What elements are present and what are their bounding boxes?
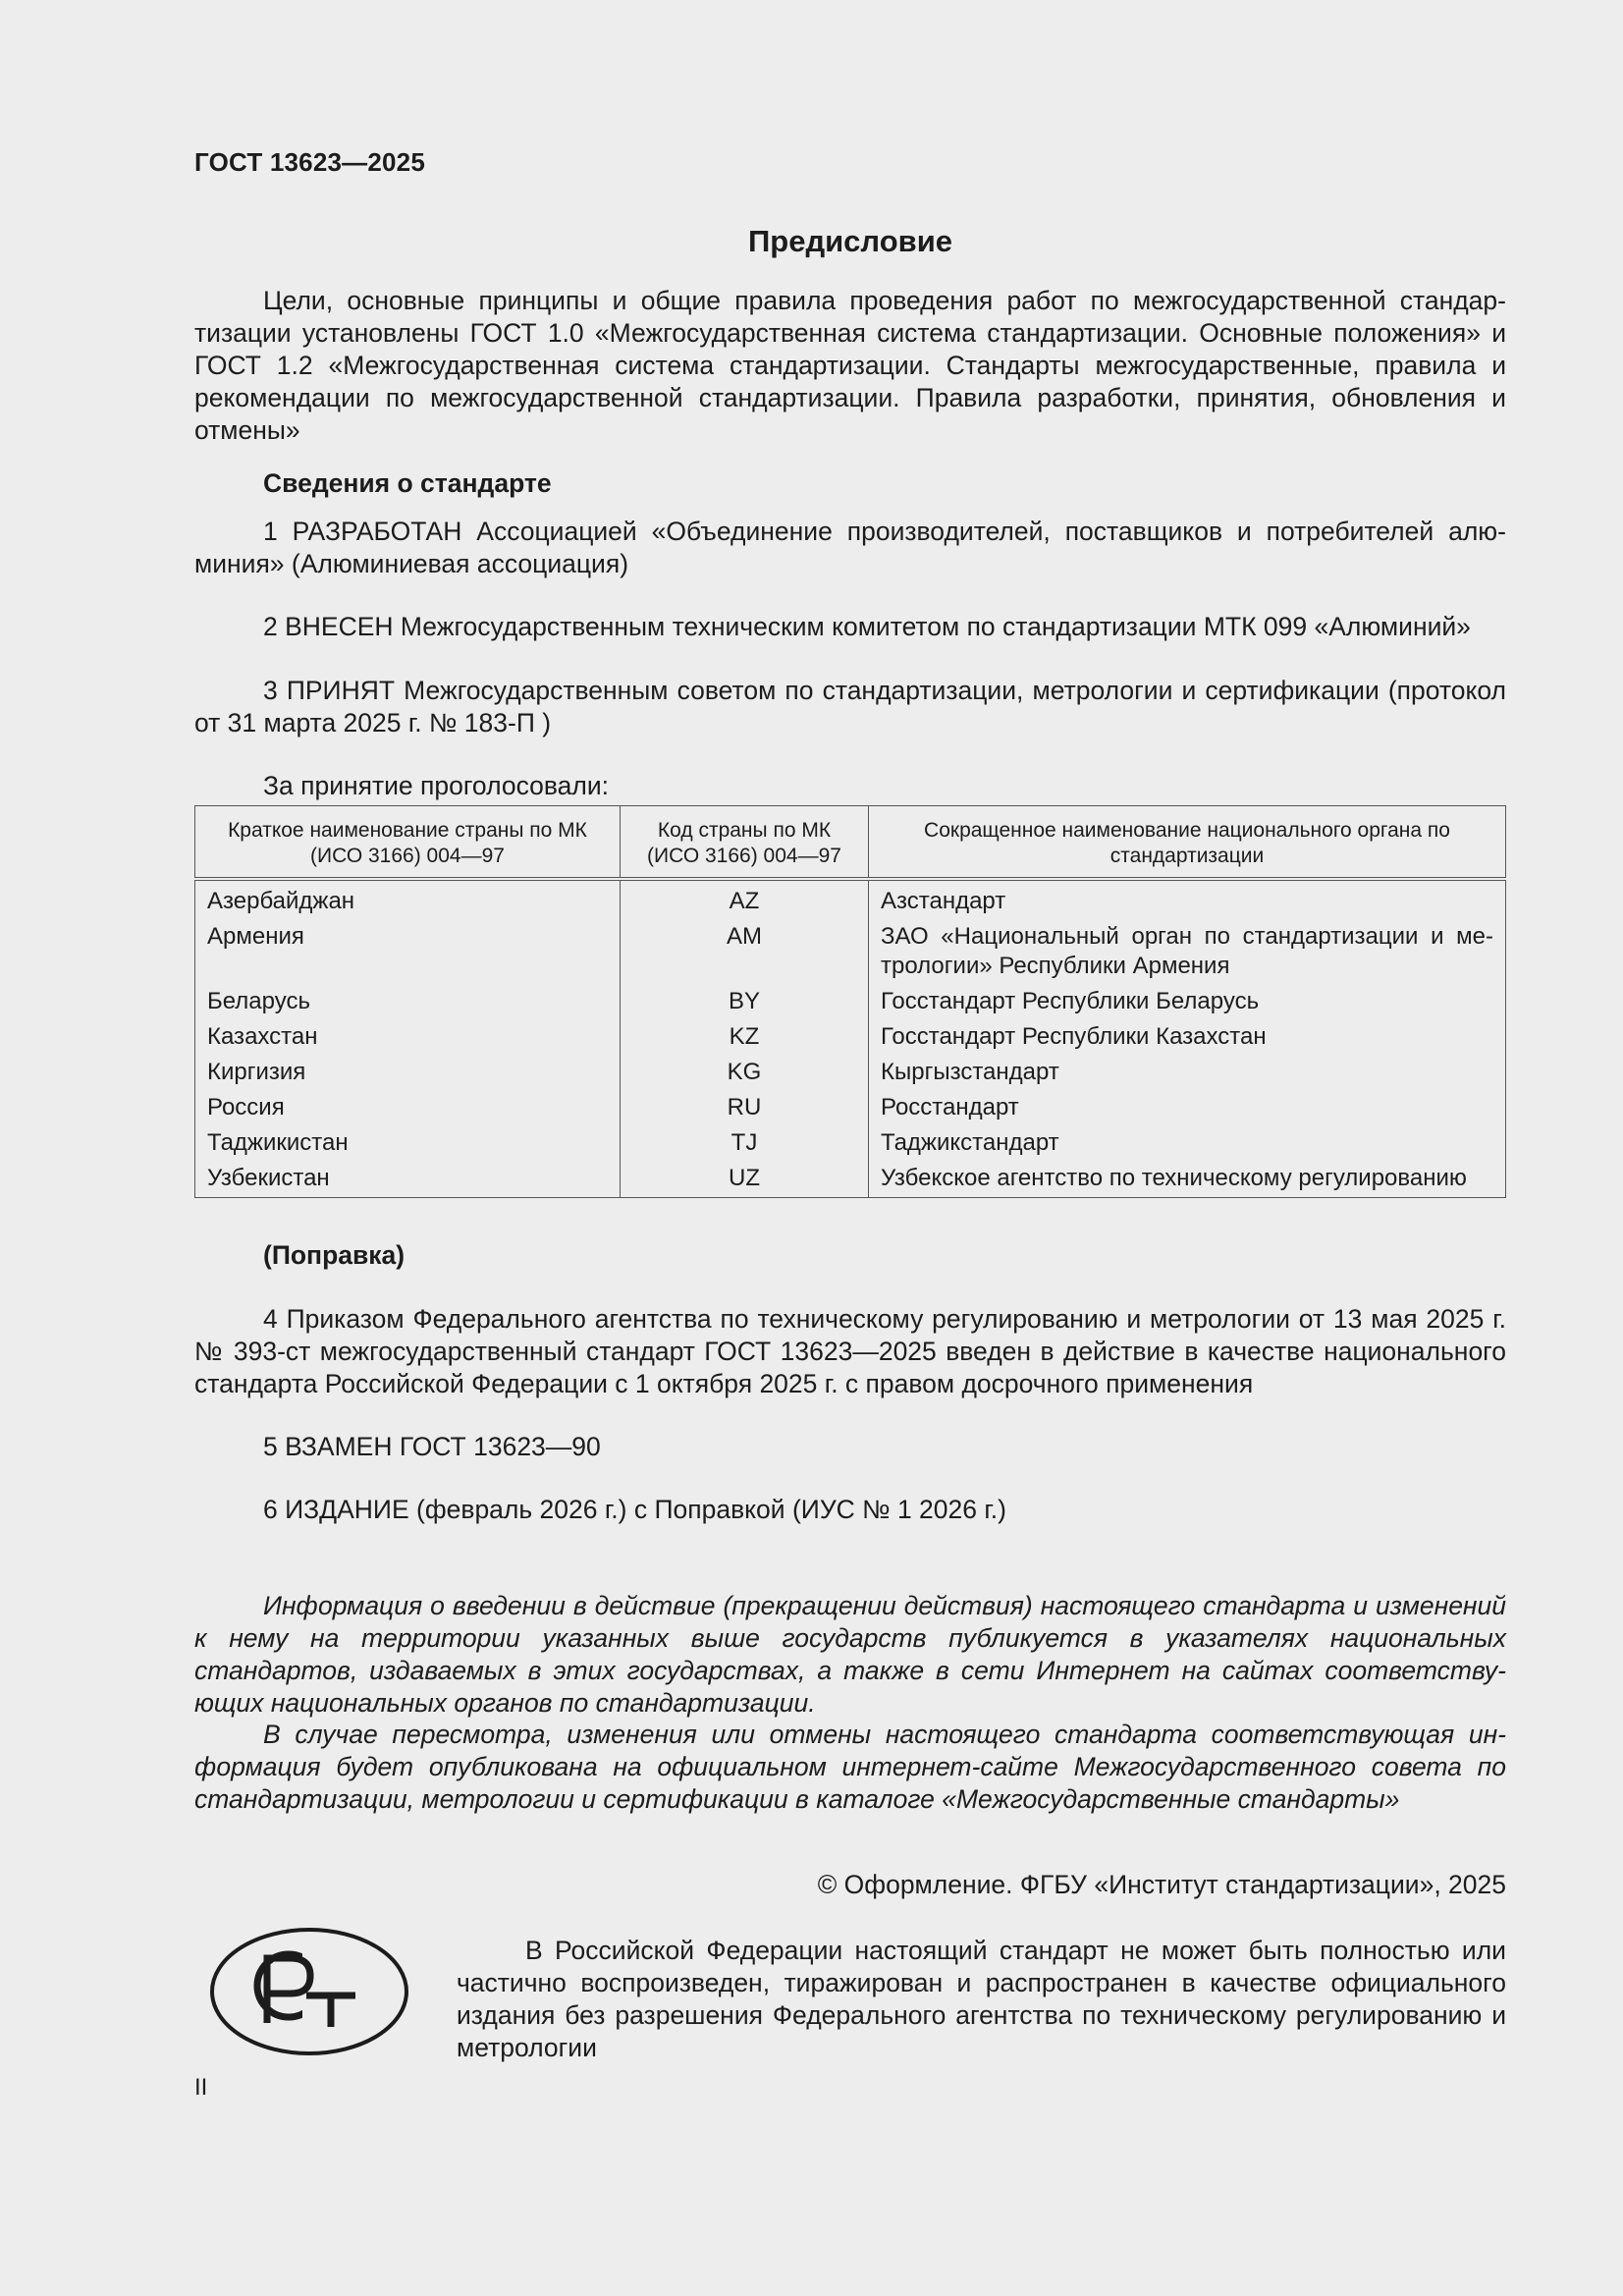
country-name: Армения: [195, 919, 621, 984]
page-title: Предисловие: [747, 224, 952, 258]
table-row: [195, 1055, 1506, 1090]
standards-body: Госстандарт Республики Беларусь: [869, 984, 1506, 1019]
copyright-line: © Оформление. ФГБУ «Институт стандартизации», 2025: [817, 1870, 1506, 1899]
standards-body: Росстандарт: [869, 1090, 1506, 1125]
table-row: [195, 1161, 1506, 1198]
country-code: AZ: [621, 879, 869, 919]
country-name: Узбекистан: [195, 1161, 621, 1198]
column-header-code: Код страны по МК (ИСО 3166) 004—97: [621, 806, 869, 880]
table-header-row: [195, 806, 1506, 880]
country-name: Казахстан: [195, 1019, 621, 1055]
standards-body: Таджикстандарт: [869, 1125, 1506, 1161]
copyright-notice: В Российской Федерации настоящий стандарт не может быть полностью или частично воспроизведен, тиражирован и распространен в качестве официального издания без разрешения Федерального агентства по техническому регулированию и метрологии: [457, 1936, 1506, 2062]
document-id: ГОСТ 13623—2025: [194, 147, 425, 177]
info-paragraph-enactment: Информация о введении в действие (прекращении действия) настоящего стандарта и изменений к нему на территории указанных выше государств публикуется в указателях национальных стандартов, издаваемых в этих государствах, а также в сети Интернет на сайтах соответствующих национальных органов по стандартизации.: [194, 1591, 1506, 1718]
country-code: RU: [621, 1090, 869, 1125]
item-enacted: 4 Приказом Федерального агентства по техническому регулированию и метрологии от 13 мая 2025 г. № 393-ст межгосударственный стандарт ГОСТ 13623—2025 введен в действие в качестве национального стандарта Российской Федерации с 1 октября 2025 г. с правом досрочного применения: [194, 1304, 1506, 1398]
country-name: Азербайджан: [195, 879, 621, 919]
voted-label: За принятие проголосовали:: [263, 771, 610, 800]
item-adopted: 3 ПРИНЯТ Межгосударственным советом по стандартизации, метрологии и сертификации (протокол от 31 марта 2025 г. № 183-П ): [194, 676, 1506, 738]
country-code: AM: [621, 919, 869, 984]
country-code: BY: [621, 984, 869, 1019]
table-row: [195, 1019, 1506, 1055]
country-code: UZ: [621, 1161, 869, 1198]
column-header-country: Краткое наименование страны по МК (ИСО 3166) 004—97: [195, 806, 621, 880]
table-row: [195, 879, 1506, 919]
item-submitted: 2 ВНЕСЕН Межгосударственным техническим комитетом по стандартизации МТК 099 «Алюминий»: [263, 612, 1471, 641]
info-heading: Сведения о стандарте: [263, 468, 552, 498]
standards-body: Кыргызстандарт: [869, 1055, 1506, 1090]
member-states-table-wrap: [194, 805, 1506, 1198]
item-replaces: 5 ВЗАМЕН ГОСТ 13623—90: [263, 1432, 601, 1461]
standards-body: Азстандарт: [869, 879, 1506, 919]
member-states-table: [194, 805, 1506, 1198]
country-code: KZ: [621, 1019, 869, 1055]
amendment-label: (Поправка): [263, 1240, 406, 1270]
info-paragraph-revision: В случае пересмотра, изменения или отмены настоящего стандарта соответствующая информация будет опубликована на официальном интернет-сайте Межгосударственного совета по стандартизации, метрологии и сертификации в каталоге «Межгосударственные стандарты»: [194, 1720, 1506, 1814]
foreword-intro: Цели, основные принципы и общие правила проведения работ по межгосударственной стандартизации установлены ГОСТ 1.0 «Межгосударственная система стандартизации. Основные положения» и ГОСТ 1.2 «Межгосударственная система стандартизации. Стандарты межгосударственные, правила и рекомендации по межгосударственной стандартизации. Правила разработки, принятия, обновления и отмены»: [194, 286, 1506, 445]
country-name: Киргизия: [195, 1055, 621, 1090]
country-name: Россия: [195, 1090, 621, 1125]
country-name: Беларусь: [195, 984, 621, 1019]
page-number: II: [194, 2074, 208, 2101]
standards-body: Узбекское агентство по техническому регулированию: [869, 1161, 1506, 1198]
table-row: [195, 1125, 1506, 1161]
table-row: [195, 984, 1506, 1019]
country-name: Таджикистан: [195, 1125, 621, 1161]
rst-certification-mark-icon: [208, 1925, 410, 2058]
table-row: [195, 1090, 1506, 1125]
country-code: KG: [621, 1055, 869, 1090]
table-row: [195, 919, 1506, 984]
column-header-body: Сокращенное наименование национального органа по стандартизации: [869, 806, 1506, 880]
country-code: TJ: [621, 1125, 869, 1161]
item-edition: 6 ИЗДАНИЕ (февраль 2026 г.) с Поправкой (ИУС № 1 2026 г.): [263, 1495, 1006, 1524]
standards-body: ЗАО «Национальный орган по стандартизации и метрологии» Республики Армения: [869, 919, 1506, 984]
item-developed: 1 РАЗРАБОТАН Ассоциацией «Объединение производителей, поставщиков и потребителей алюминия» (Алюминиевая ассоциация): [194, 517, 1506, 578]
standards-body: Госстандарт Республики Казахстан: [869, 1019, 1506, 1055]
